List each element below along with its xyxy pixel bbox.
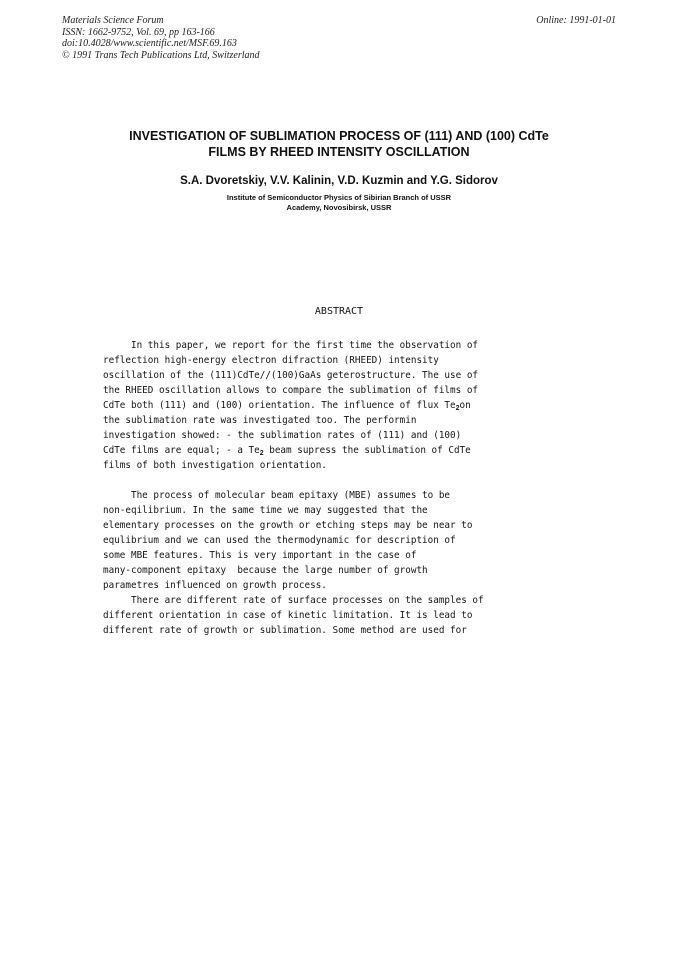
authors: S.A. Dvoretskiy, V.V. Kalinin, V.D. Kuzmin and Y.G. Sidorov: [180, 175, 498, 187]
text-line: films of both investigation orientation.: [103, 460, 327, 471]
text-line: the sublimation rate was investigated too. The performin: [103, 415, 417, 426]
subscript: 2: [259, 450, 264, 457]
text-segment: on: [459, 400, 471, 411]
abstract-paragraph: [103, 338, 484, 473]
body-text: [103, 338, 484, 638]
text-line: reflection high-energy electron difraction (RHEED) intensity: [103, 355, 439, 366]
text-line: investigation showed: - the sublimation rates of (111) and (100): [103, 430, 462, 441]
issn-line: ISSN: 1662-9752, Vol. 69, pp 163-166: [62, 26, 215, 38]
text-line: parametres influenced on growth process.: [103, 580, 327, 591]
text-line: oscillation of the (111)CdTe//(100)GaAs geterostructure. The use of: [103, 370, 479, 381]
affiliation-line-1: Institute of Semiconductor Physics of Sibirian Branch of USSR: [226, 193, 452, 202]
text-line: [103, 443, 484, 458]
paragraph-gap: [103, 473, 484, 488]
text-line: the RHEED oscillation allows to compare the sublimation of films of: [103, 385, 479, 396]
paper-title: [0, 128, 678, 160]
affiliation-line-2: Academy, Novosibirsk, USSR: [286, 203, 392, 212]
text-line: many-component epitaxy because the large number of growth: [103, 565, 428, 576]
journal-header: [62, 15, 260, 61]
text-line: some MBE features. This is very important in the case of: [103, 550, 417, 561]
copyright-line: © 1991 Trans Tech Publications Ltd, Switzerland: [62, 49, 260, 61]
intro-paragraph: [103, 488, 484, 638]
text-line: In this paper, we report for the first time the observation of: [103, 340, 479, 351]
text-segment: CdTe films are equal; - a Te: [103, 445, 260, 456]
text-segment: CdTe both (111) and (100) orientation. The influence of flux Te: [103, 400, 456, 411]
title-line-1: INVESTIGATION OF SUBLIMATION PROCESS OF (111) AND (100) CdTe: [129, 129, 549, 143]
text-line: There are different rate of surface processes on the samples of: [103, 595, 484, 606]
text-segment: beam supress the sublimation of CdTe: [263, 445, 471, 456]
journal-name: Materials Science Forum: [62, 15, 164, 26]
subscript: 2: [455, 405, 460, 412]
text-line: elementary processes on the growth or etching steps may be near to: [103, 520, 473, 531]
text-line: different orientation in case of kinetic limitation. It is lead to: [103, 610, 473, 621]
text-line: The process of molecular beam epitaxy (MBE) assumes to be: [103, 490, 451, 501]
text-line: [103, 398, 484, 413]
doi-link[interactable]: doi:10.4028/www.scientific.net/MSF.69.163: [62, 38, 237, 49]
online-date: Online: 1991-01-01: [536, 15, 616, 26]
text-line: non-eqilibrium. In the same time we may suggested that the: [103, 505, 428, 516]
affiliation: [0, 193, 678, 213]
text-line: different rate of growth or sublimation. Some method are used for: [103, 625, 467, 636]
text-line: equlibrium and we can used the thermodynamic for description of: [103, 535, 456, 546]
title-line-2: FILMS BY RHEED INTENSITY OSCILLATION: [208, 145, 470, 159]
abstract-heading: ABSTRACT: [314, 306, 364, 317]
